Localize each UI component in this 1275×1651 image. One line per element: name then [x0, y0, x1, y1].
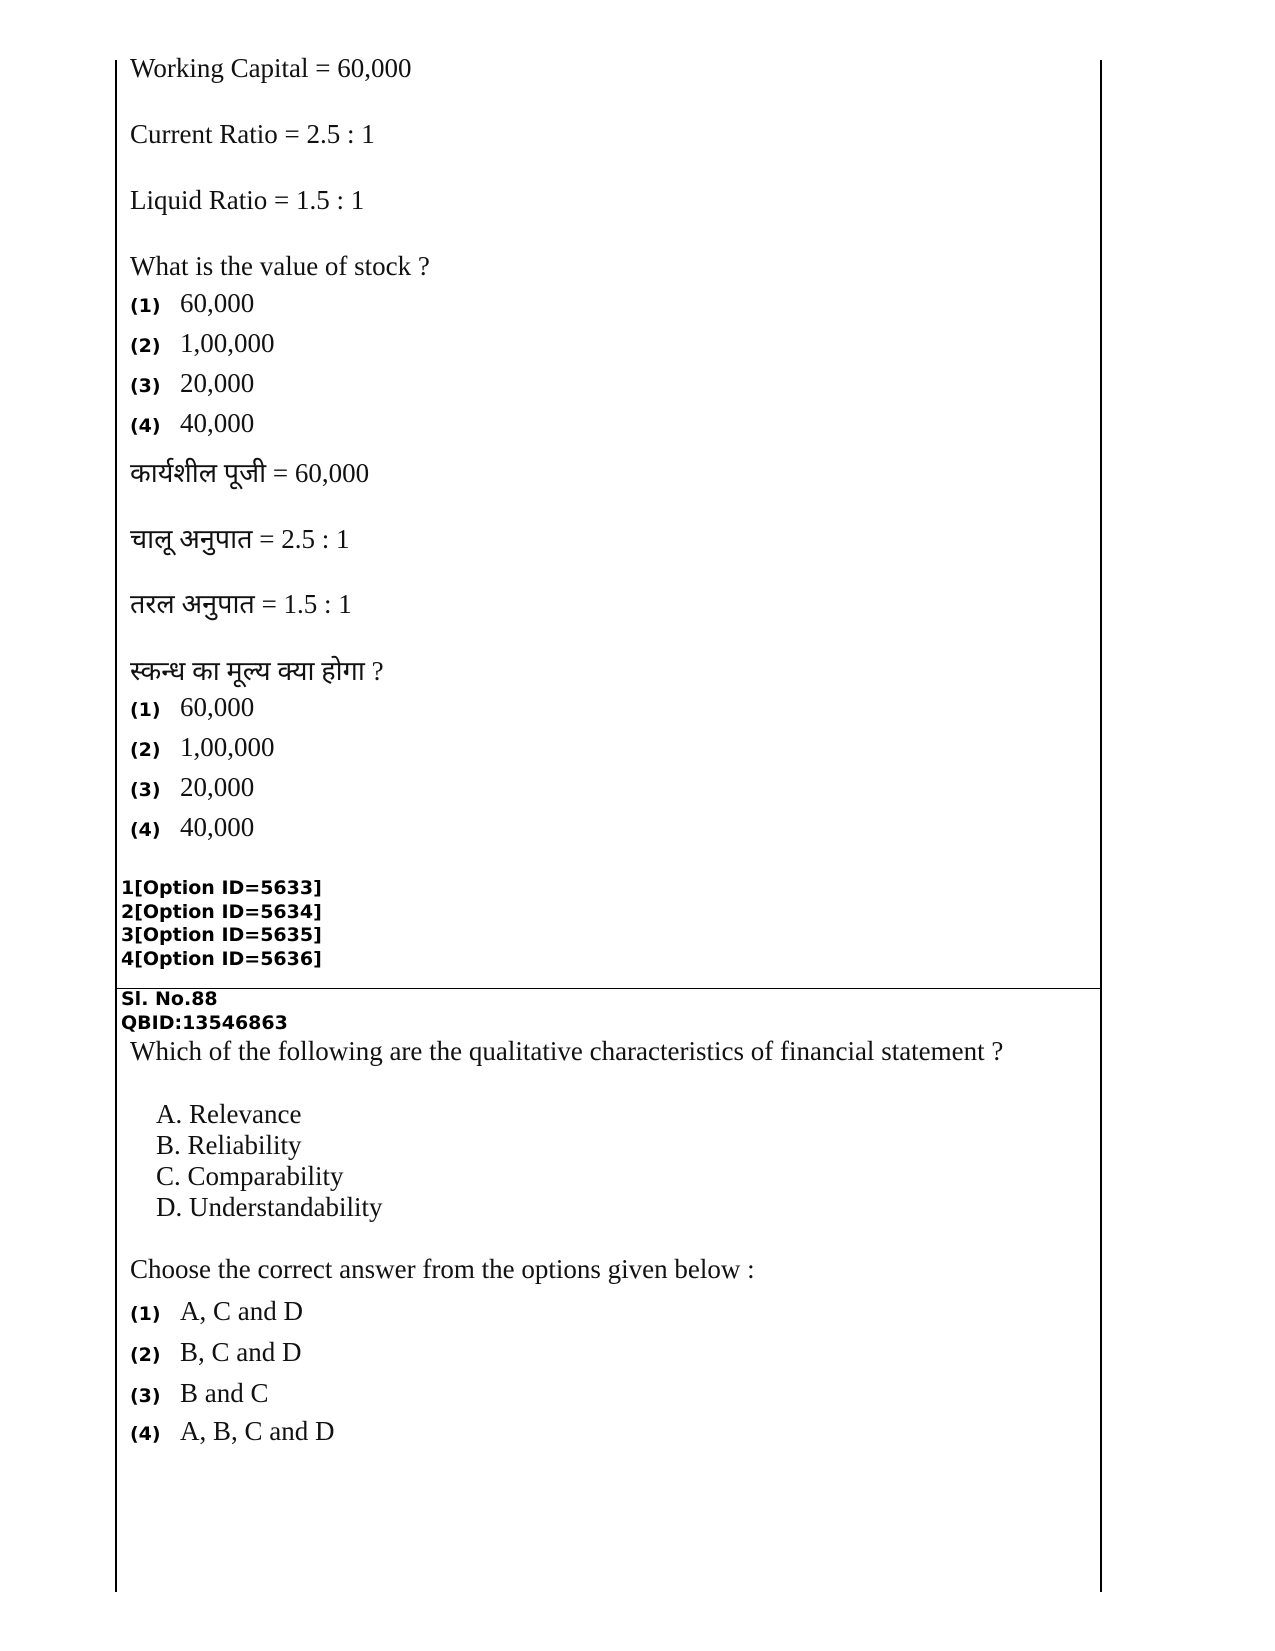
instruction-text: Choose the correct answer from the options given below : [130, 1254, 755, 1284]
option-4-en [130, 408, 254, 442]
serial-number: Sl. No.88 [121, 988, 218, 1010]
list-item: A. Relevance [156, 1099, 302, 1129]
option-value: 40,000 [180, 408, 255, 438]
option-value: B, C and D [180, 1337, 302, 1367]
question-text-en: What is the value of stock ? [130, 251, 430, 281]
option-value: 20,000 [180, 772, 255, 802]
option-id-1: 1[Option ID=5633] [121, 877, 322, 899]
option-4 [130, 1416, 335, 1450]
option-number: (4) [130, 415, 161, 437]
list-item: B. Reliability [156, 1130, 302, 1160]
option-number: (4) [130, 819, 161, 841]
option-number: (3) [130, 375, 161, 397]
option-2 [130, 1337, 302, 1371]
option-2-hi [130, 732, 275, 766]
given-liquid-ratio-hi: तरल अनुपात = 1.5 : 1 [130, 589, 352, 619]
option-number: (2) [130, 1344, 161, 1366]
given-current-ratio: Current Ratio = 2.5 : 1 [130, 119, 375, 149]
question-meta [121, 988, 288, 1035]
option-number: (2) [130, 739, 161, 761]
option-number: (4) [130, 1423, 161, 1445]
option-value: 60,000 [180, 692, 255, 722]
option-value: B and C [180, 1378, 269, 1408]
list-item: D. Understandability [156, 1192, 383, 1222]
option-id-list [121, 877, 322, 971]
option-value: 20,000 [180, 368, 255, 398]
list-item: C. Comparability [156, 1161, 344, 1191]
option-3-en [130, 368, 254, 402]
question-text-hi: स्कन्ध का मूल्य क्या होगा ? [130, 656, 384, 686]
option-value: A, B, C and D [180, 1416, 335, 1446]
option-number: (1) [130, 1303, 161, 1325]
option-3 [130, 1378, 269, 1412]
option-number: (3) [130, 1385, 161, 1407]
question-text: Which of the following are the qualitative characteristics of financial statement ? [130, 1036, 1004, 1066]
option-value: 1,00,000 [180, 328, 275, 358]
option-id-3: 3[Option ID=5635] [121, 924, 322, 946]
option-value: 60,000 [180, 288, 255, 318]
given-liquid-ratio: Liquid Ratio = 1.5 : 1 [130, 185, 365, 215]
characteristics-list [156, 1099, 382, 1223]
option-id-2: 2[Option ID=5634] [121, 900, 322, 923]
option-1 [130, 1296, 303, 1330]
option-number: (2) [130, 335, 161, 357]
option-1-en [130, 288, 254, 322]
given-working-capital: Working Capital = 60,000 [130, 53, 412, 83]
option-value: 40,000 [180, 812, 255, 842]
given-working-capital-hi: कार्यशील पूजी = 60,000 [130, 458, 370, 488]
option-id-4: 4[Option ID=5636] [121, 947, 322, 970]
given-current-ratio-hi: चालू अनुपात = 2.5 : 1 [130, 524, 350, 554]
option-1-hi [130, 692, 254, 726]
option-2-en [130, 328, 275, 362]
qbid: QBID:13546863 [121, 1011, 288, 1034]
option-value: 1,00,000 [180, 732, 275, 762]
option-number: (1) [130, 295, 161, 317]
option-number: (1) [130, 699, 161, 721]
option-number: (3) [130, 779, 161, 801]
option-value: A, C and D [180, 1296, 303, 1326]
option-3-hi [130, 772, 254, 806]
option-4-hi [130, 812, 254, 846]
